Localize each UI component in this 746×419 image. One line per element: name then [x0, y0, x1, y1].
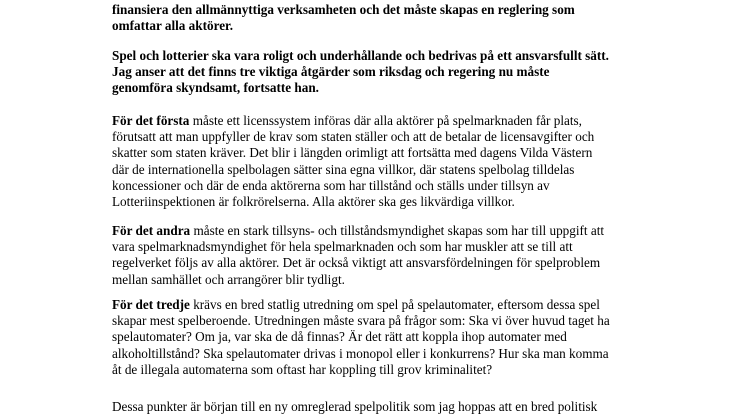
text-line: Spel och lotterier ska vara roligt och underhållande och bedrivas på ett ansvarsfullt sätt.: [112, 48, 609, 63]
text-fragment: måste ett licenssystem införas där alla aktörer på spelmarknaden får plats,: [189, 113, 582, 128]
text-line: koncessioner och där de enda aktörerna som har tillstånd och ställs under tillsyn av: [112, 177, 550, 193]
text-line: [112, 113, 672, 129]
text-line: vara spelmarknadsmyndighet för hela spelmarknaden och som har muskler att se till att: [112, 239, 573, 255]
text-line: [112, 223, 672, 239]
text-line: skapar mest spelberoende. Utredningen måste svara på frågor som: Ska vi över huvud taget ha: [112, 313, 610, 329]
paragraph-quote: [112, 48, 672, 97]
text-line: omfattar alla aktörer.: [112, 18, 233, 34]
text-line: genomföra skyndsamt, fortsatte han.: [112, 80, 319, 96]
text-line: finansiera den allmännyttiga verksamheten och det måste skapas en reglering som: [112, 2, 575, 17]
paragraph-lead: För det tredje: [112, 297, 190, 312]
paragraph-closing: [112, 399, 672, 415]
paragraph-second: [112, 223, 672, 288]
text-fragment: måste en stark tillsyns- och tillståndsmyndighet skapas som har till uppgift att: [190, 223, 605, 238]
text-fragment: krävs en bred statlig utredning om spel på spelautomater, eftersom dessa spel: [189, 297, 600, 312]
text-line: där de internationella spelbolagen sätter sina egna villkor, där statens spelbolag tilldelas: [112, 161, 575, 177]
text-line: [112, 297, 672, 313]
paragraph-first: [112, 113, 672, 210]
text-line: mellan samhället och arrangörer blir tydligt.: [112, 271, 345, 287]
text-line: spelautomater? Om ja, var ska de då finnas? Är det rätt att koppla ihop automater med: [112, 329, 567, 345]
paragraph-lead: För det första: [112, 113, 190, 128]
text-line: Dessa punkter är början till en ny omreglerad spelpolitik som jag hoppas att en bred politisk: [112, 399, 598, 414]
text-line: åt de illegala automaterna som oftast har koppling till grov kriminalitet?: [112, 361, 493, 377]
text-line: Jag anser att det finns tre viktiga åtgärder som riksdag och regering nu måste: [112, 64, 550, 80]
text-line: skatter som staten kräver. Det blir i längden orimligt att fortsätta med dagens Vilda Västern: [112, 145, 593, 161]
paragraph-intro-end: [112, 2, 672, 34]
text-line: Lotteriinspektionen är folkrörelserna. Alla aktörer ska ges likvärdiga villkor.: [112, 194, 515, 210]
paragraph-third: [112, 297, 672, 378]
text-line: regelverket följs av alla aktörer. Det är också viktigt att ansvarsfördelningen för spelproblem: [112, 255, 601, 271]
text-line: alkoholtillstånd? Ska spelautomater drivas i monopol eller i konkurrens? Hur ska man komma: [112, 345, 609, 361]
text-line: förutsatt att man uppfyller de krav som staten ställer och att de betalar de licensavgifter och: [112, 129, 595, 145]
paragraph-lead: För det andra: [112, 223, 191, 238]
